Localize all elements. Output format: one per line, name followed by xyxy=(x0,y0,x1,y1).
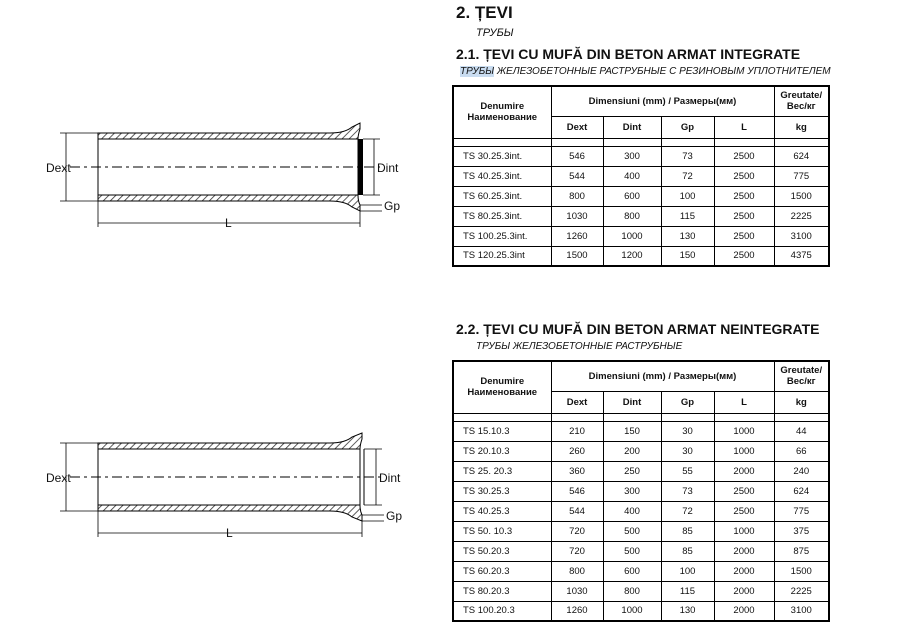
table-row xyxy=(453,501,829,521)
value-cell: 2000 xyxy=(714,581,774,601)
product-name-cell: TS 60.20.3 xyxy=(453,561,551,581)
value-cell: 2500 xyxy=(714,166,774,186)
value-cell: 624 xyxy=(774,146,829,166)
value-cell: 130 xyxy=(661,226,714,246)
product-name-cell: TS 30.25.3 xyxy=(453,481,551,501)
value-cell: 800 xyxy=(603,581,661,601)
value-cell: 1000 xyxy=(603,226,661,246)
table-row xyxy=(453,461,829,481)
value-cell: 115 xyxy=(661,206,714,226)
table-row xyxy=(453,541,829,561)
table-row xyxy=(453,246,829,266)
value-cell: 2000 xyxy=(714,461,774,481)
product-name-cell: TS 80.25.3int. xyxy=(453,206,551,226)
table-row xyxy=(453,441,829,461)
bottom-wall xyxy=(98,195,360,211)
table-row xyxy=(453,561,829,581)
header-name: Denumire Наименование xyxy=(453,361,551,413)
nonintegrated-subtitle: ТРУБЫ ЖЕЛЕЗОБЕТОННЫЕ РАСТРУБНЫЕ xyxy=(476,341,683,352)
value-cell: 400 xyxy=(603,166,661,186)
value-cell: 2000 xyxy=(714,561,774,581)
value-cell: 2500 xyxy=(714,246,774,266)
value-cell: 2500 xyxy=(714,481,774,501)
integrated-subtitle-highlight: ТРУБЫ xyxy=(460,66,495,77)
value-cell: 875 xyxy=(774,541,829,561)
product-name-cell: TS 50. 10.3 xyxy=(453,521,551,541)
top-wall xyxy=(98,433,362,449)
value-cell: 100 xyxy=(661,186,714,206)
table-row xyxy=(453,206,829,226)
value-cell: 130 xyxy=(661,601,714,621)
value-cell: 600 xyxy=(603,561,661,581)
value-cell: 1260 xyxy=(551,226,603,246)
value-cell: 1000 xyxy=(714,441,774,461)
nonintegrated-title: 2.2. ȚEVI CU MUFĂ DIN BETON ARMAT NEINTEGRATE xyxy=(456,321,820,337)
header-l: L xyxy=(714,116,774,138)
integrated-table xyxy=(452,85,830,267)
product-name-cell: TS 50.20.3 xyxy=(453,541,551,561)
value-cell: 2000 xyxy=(714,601,774,621)
table-row xyxy=(453,601,829,621)
dext-label: Dext xyxy=(46,161,71,175)
table-row xyxy=(453,166,829,186)
value-cell: 150 xyxy=(661,246,714,266)
table-row xyxy=(453,481,829,501)
l-label: L xyxy=(226,526,233,540)
value-cell: 1000 xyxy=(603,601,661,621)
value-cell: 1500 xyxy=(551,246,603,266)
integrated-title: 2.1. ȚEVI CU MUFĂ DIN BETON ARMAT INTEGRATE xyxy=(456,46,801,62)
value-cell: 2500 xyxy=(714,146,774,166)
product-name-cell: TS 100.25.3int. xyxy=(453,226,551,246)
value-cell: 2000 xyxy=(714,541,774,561)
product-name-cell: TS 20.10.3 xyxy=(453,441,551,461)
value-cell: 1200 xyxy=(603,246,661,266)
value-cell: 544 xyxy=(551,166,603,186)
header-gp: Gp xyxy=(661,116,714,138)
header-dext: Dext xyxy=(551,391,603,413)
value-cell: 546 xyxy=(551,146,603,166)
table-row xyxy=(453,521,829,541)
header-l: L xyxy=(714,391,774,413)
value-cell: 240 xyxy=(774,461,829,481)
bottom-wall xyxy=(98,505,362,521)
section-subtitle: ТРУБЫ xyxy=(476,27,514,39)
top-wall xyxy=(98,123,360,139)
value-cell: 800 xyxy=(551,186,603,206)
value-cell: 150 xyxy=(603,421,661,441)
value-cell: 1500 xyxy=(774,561,829,581)
header-kg: kg xyxy=(774,391,829,413)
value-cell: 1030 xyxy=(551,206,603,226)
value-cell: 720 xyxy=(551,541,603,561)
product-name-cell: TS 40.25.3 xyxy=(453,501,551,521)
header-dint: Dint xyxy=(603,391,661,413)
dint-label: Dint xyxy=(379,471,401,485)
value-cell: 720 xyxy=(551,521,603,541)
header-dimensions: Dimensiuni (mm) / Размеры(мм) xyxy=(551,86,774,116)
value-cell: 600 xyxy=(603,186,661,206)
value-cell: 375 xyxy=(774,521,829,541)
value-cell: 300 xyxy=(603,146,661,166)
header-kg: kg xyxy=(774,116,829,138)
value-cell: 400 xyxy=(603,501,661,521)
product-name-cell: TS 25. 20.3 xyxy=(453,461,551,481)
l-label: L xyxy=(225,216,232,230)
integrated-subtitle xyxy=(460,66,831,77)
header-name: Denumire Наименование xyxy=(453,86,551,138)
gp-label: Gp xyxy=(386,509,403,523)
table-row xyxy=(453,226,829,246)
value-cell: 115 xyxy=(661,581,714,601)
header-dint: Dint xyxy=(603,116,661,138)
value-cell: 260 xyxy=(551,441,603,461)
value-cell: 210 xyxy=(551,421,603,441)
value-cell: 1000 xyxy=(714,521,774,541)
value-cell: 44 xyxy=(774,421,829,441)
value-cell: 100 xyxy=(661,561,714,581)
integrated-subtitle-rest: ЖЕЛЕЗОБЕТОННЫЕ РАСТРУБНЫЕ С РЕЗИНОВЫМ УПЛОТНИТЕЛЕМ xyxy=(494,66,831,77)
value-cell: 3100 xyxy=(774,226,829,246)
value-cell: 2500 xyxy=(714,186,774,206)
value-cell: 500 xyxy=(603,541,661,561)
value-cell: 3100 xyxy=(774,601,829,621)
value-cell: 1000 xyxy=(714,421,774,441)
table-row xyxy=(453,146,829,166)
value-cell: 66 xyxy=(774,441,829,461)
product-name-cell: TS 15.10.3 xyxy=(453,421,551,441)
value-cell: 72 xyxy=(661,501,714,521)
section-title: 2. ȚEVI xyxy=(456,3,513,22)
nonintegrated-pipe-diagram xyxy=(40,425,420,545)
header-weight: Greutate/ Вес/кг xyxy=(774,86,829,116)
value-cell: 2225 xyxy=(774,206,829,226)
product-name-cell: TS 120.25.3int xyxy=(453,246,551,266)
value-cell: 800 xyxy=(551,561,603,581)
value-cell: 775 xyxy=(774,166,829,186)
value-cell: 72 xyxy=(661,166,714,186)
product-name-cell: TS 40.25.3int. xyxy=(453,166,551,186)
value-cell: 73 xyxy=(661,481,714,501)
value-cell: 85 xyxy=(661,541,714,561)
product-name-cell: TS 60.25.3int. xyxy=(453,186,551,206)
table-row xyxy=(453,581,829,601)
product-name-cell: TS 30.25.3int. xyxy=(453,146,551,166)
value-cell: 85 xyxy=(661,521,714,541)
value-cell: 1260 xyxy=(551,601,603,621)
gp-label: Gp xyxy=(384,199,401,213)
table-row xyxy=(453,421,829,441)
integrated-table-body xyxy=(453,146,829,266)
nonintegrated-table-body xyxy=(453,421,829,621)
value-cell: 1030 xyxy=(551,581,603,601)
value-cell: 1500 xyxy=(774,186,829,206)
value-cell: 73 xyxy=(661,146,714,166)
value-cell: 360 xyxy=(551,461,603,481)
value-cell: 2500 xyxy=(714,501,774,521)
dint-label: Dint xyxy=(377,161,399,175)
header-gp: Gp xyxy=(661,391,714,413)
integrated-pipe-diagram xyxy=(40,115,420,235)
value-cell: 800 xyxy=(603,206,661,226)
table-row xyxy=(453,186,829,206)
product-name-cell: TS 100.20.3 xyxy=(453,601,551,621)
dext-label: Dext xyxy=(46,471,71,485)
product-name-cell: TS 80.20.3 xyxy=(453,581,551,601)
nonintegrated-table xyxy=(452,360,830,622)
value-cell: 4375 xyxy=(774,246,829,266)
value-cell: 300 xyxy=(603,481,661,501)
value-cell: 775 xyxy=(774,501,829,521)
value-cell: 2225 xyxy=(774,581,829,601)
value-cell: 30 xyxy=(661,421,714,441)
value-cell: 30 xyxy=(661,441,714,461)
value-cell: 200 xyxy=(603,441,661,461)
value-cell: 500 xyxy=(603,521,661,541)
value-cell: 55 xyxy=(661,461,714,481)
value-cell: 546 xyxy=(551,481,603,501)
value-cell: 2500 xyxy=(714,206,774,226)
value-cell: 624 xyxy=(774,481,829,501)
header-dimensions: Dimensiuni (mm) / Размеры(мм) xyxy=(551,361,774,391)
header-dext: Dext xyxy=(551,116,603,138)
value-cell: 250 xyxy=(603,461,661,481)
header-weight: Greutate/ Вес/кг xyxy=(774,361,829,391)
value-cell: 544 xyxy=(551,501,603,521)
value-cell: 2500 xyxy=(714,226,774,246)
